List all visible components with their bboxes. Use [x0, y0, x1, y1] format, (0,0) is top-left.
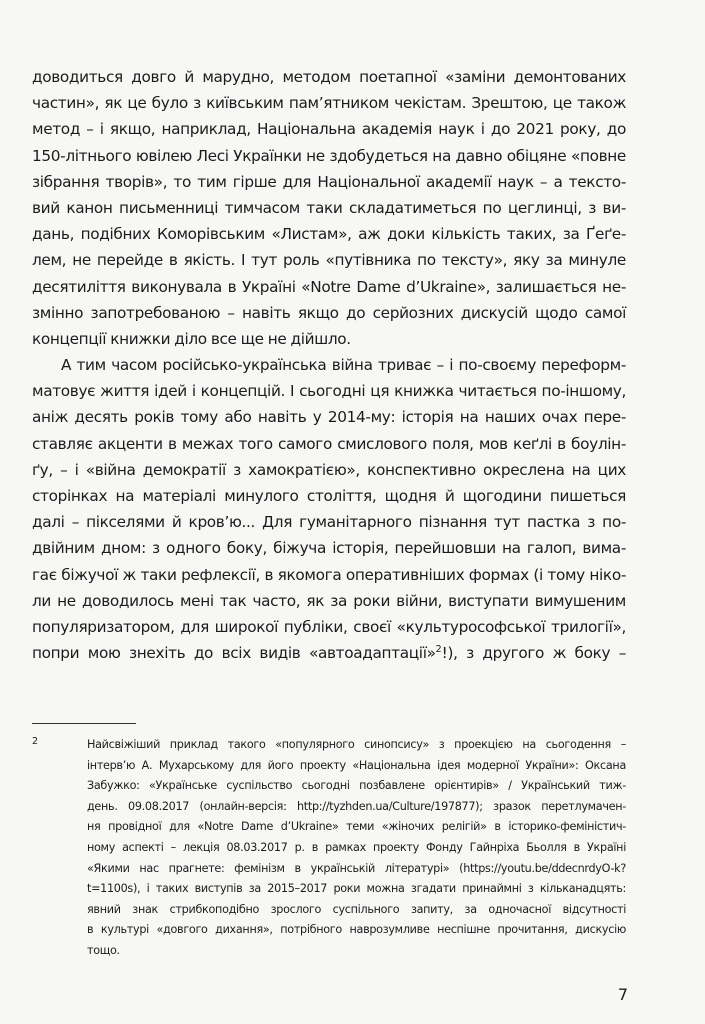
text-line-with-footnote [32, 640, 626, 666]
text-line: гає біжучої ж таки рефлексії, в якомога оперативніших формах (і тому ніко- [32, 565, 626, 584]
text-line: А тим часом російсько-українська війна триває – і по-своєму переформ- [61, 356, 626, 375]
text-line: 150-літнього ювілею Лесі Українки не здобудеться на давно обіцяне «повне [32, 146, 626, 165]
text-line: матовує життя ідей і концепцій. І сьогодні ця книжка читається по-іншому, [32, 382, 626, 401]
footnote-divider [32, 723, 136, 724]
text-line: популяризатором, для широкої публіки, своєї «культурософської трилогії», [32, 617, 626, 636]
text-line: доводиться довго й марудно, методом поетапної «заміни демонтованих [32, 68, 626, 86]
footnote-line: «Якими нас прагнете: фемінізм в українській літературі» (https://youtu.be/ddecnrdyO-k? [87, 861, 626, 875]
text-line: частин», як це було з київським пам’ятником чекістам. Зрештою, це також [32, 94, 626, 113]
text-line: зібрання творів», то тим гірше для Національної академії наук – а тексто- [32, 172, 626, 191]
footnote-number: 2 [32, 736, 39, 747]
text-line: лем, не перейде в якість. І тут роль «путівника по тексту», яку за минуле [32, 251, 626, 270]
text-segment: попри мою знехіть до всіх видів «автоадаптації» [32, 644, 436, 663]
main-text [32, 64, 626, 666]
footnote-line: явний знак стрибкоподібно зрослого суспільного запиту, за одночасної відсутності [87, 902, 626, 916]
footnote-line: в культурі «довгого дихання», потрібного наврозумливе неспішне прочитання, дискусію [87, 923, 626, 937]
footnote-line: тощо. [87, 943, 120, 957]
footnote-text [87, 735, 626, 962]
text-line: метод – і якщо, наприклад, Національна академія наук і до 2021 року, до [32, 120, 626, 139]
text-line: ставляє акценти в межах того самого смислового поля, мов кеґлі в боулін- [32, 434, 626, 453]
paragraph-2 [32, 352, 626, 666]
footnote-line: ня провідної для «Notre Dame d’Ukraine» теми «жіночих релігій» в історико-феміністич- [87, 820, 626, 834]
text-line: дань, подібних Коморівським «Листам», аж доки кількість таких, за Ґеґе- [32, 225, 626, 244]
text-line: десятиліття виконувала в Україні «Notre Dame d’Ukraine», залишається не- [32, 277, 626, 296]
text-line: сторінках на матеріалі минулого століття, щодня й щогодини пишеться [32, 487, 626, 505]
page-number: 7 [617, 985, 628, 1004]
text-line: концепції книжки діло все ще не дійшло. [32, 329, 351, 348]
text-line: змінно запотребованою – навіть якщо до серйозних дискусій щодо самої [32, 303, 626, 322]
footnote-line: ному аспекті – лекція 08.03.2017 р. в рамках проекту Фонду Гайнріха Бьолля в Україні [87, 840, 626, 854]
text-line: аніж десять років тому або навіть у 2014-му: історія на наших очах пере- [32, 408, 626, 427]
footnote-line: Найсвіжіший приклад такого «популярного синопсису» з проекцією на сьогодення – [87, 738, 626, 751]
text-line: далі – пікселями й кров’ю... Для гуманітарного пізнання тут пастка з по- [32, 513, 626, 532]
text-line: ли не доводилось мені так часто, як за роки війни, виступати вимушеним [32, 591, 626, 610]
footnote-line: день. 09.08.2017 (онлайн-версія: http://tyzhden.ua/Culture/197877); зразок перетлумачен- [87, 799, 626, 813]
footnote-reference[interactable]: 2 [435, 644, 442, 656]
text-line: ґу, – і «війна демократії з хамократією», конспективно окреслена на цих [32, 460, 626, 479]
footnote-line: t=1100s), і таких виступів за 2015–2017 роки можна згадати принаймні з кільканадцять: [87, 882, 626, 896]
text-line: двійним дном: з одного боку, біжуча історія, перейшовши на галоп, вима- [32, 539, 626, 558]
text-line: вий канон письменниці тимчасом таки складатиметься по цеглинці, з ви- [32, 198, 626, 217]
footnote-line: Забужко: «Українське суспільство сьогодні позбавлене орієнтирів» / Український тиж- [87, 779, 626, 793]
text-segment: !), з другого ж боку – [441, 644, 626, 663]
footnote-line: інтерв’ю А. Мухарському для його проекту «Національна ідея модерної України»: Оксана [87, 758, 626, 772]
paragraph-1 [32, 64, 626, 352]
